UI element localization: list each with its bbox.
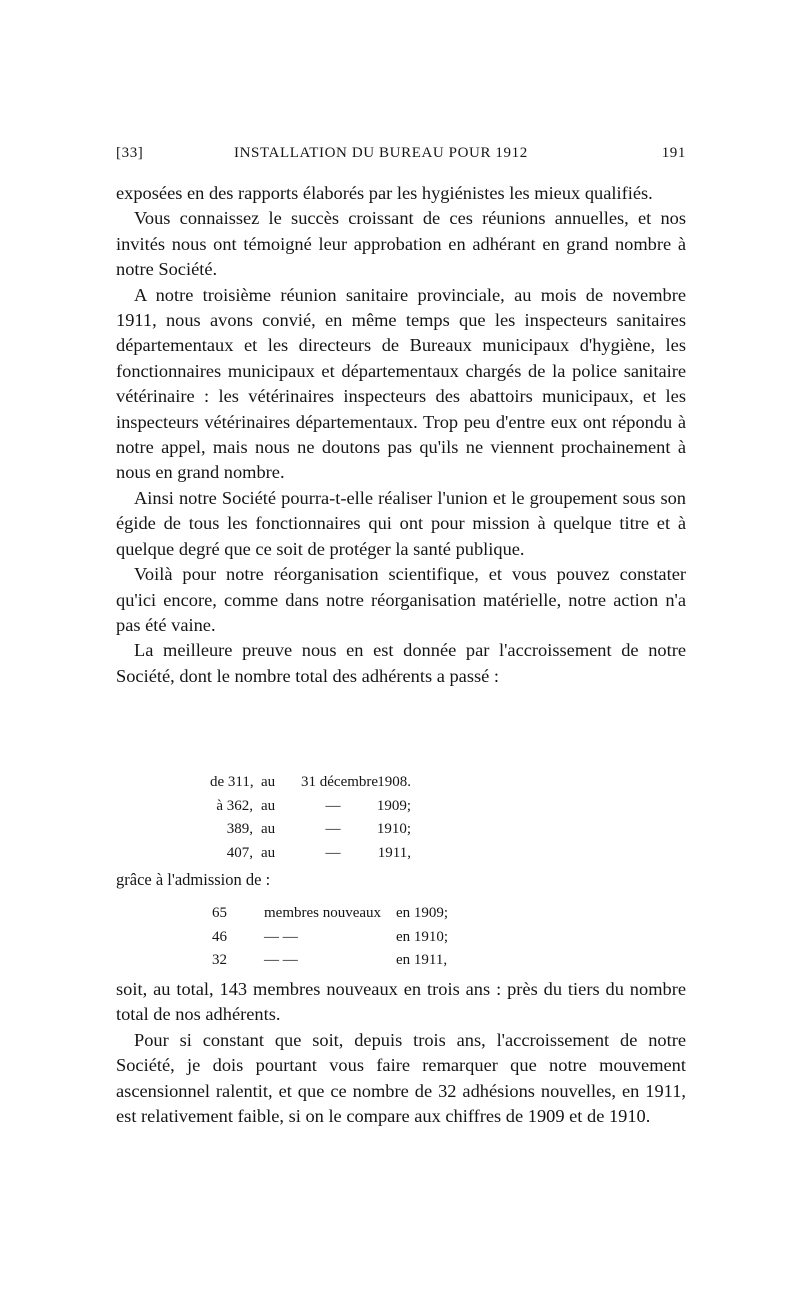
list-item: de 311, au 31 décembre 1908. [210, 774, 411, 790]
paragraph: Vous connaissez le succès croissant de ces réunions annuelles, et nos invités nous ont témoigné leur approbation en adhérant en grand nombre à notre Société. [116, 208, 686, 280]
page-reference: [33] [116, 145, 144, 161]
list-item: 389, au — 1910; [226, 821, 411, 837]
paragraph: exposées en des rapports élaborés par les hygiénistes les mieux qualifiés. [116, 183, 653, 203]
body-text-top [116, 181, 686, 689]
member-totals-list [210, 771, 411, 865]
body-text-bottom [116, 977, 686, 1129]
list-item: 32 — — en 1911, [212, 952, 448, 968]
list-item: 65 membres nouveaux en 1909; [212, 905, 449, 921]
paragraph: Pour si constant que soit, depuis trois ans, l'accroissement de notre Société, je dois pourtant vous faire remarquer que notre mouvement ascensionnel ralentit, et que ce nombre de 32 adhésions nouvelles, en 1911, est relativement faible, si on le compare aux chiffres de 1909 et de 1910. [116, 1029, 686, 1127]
paragraph: Ainsi notre Société pourra-t-elle réaliser l'union et le groupement sous son égide de tous les fonctionnaires qui ont pour mission à quelque titre et à quelque degré que ce soit de protéger la santé publique. [116, 487, 686, 559]
paragraph: A notre troisième réunion sanitaire provinciale, au mois de novembre 1911, nous avons convié, en même temps que les inspecteurs sanitaires départementaux et les directeurs de Bureaux municipaux d'hygiène, les fonctionnaires municipaux et départementaux chargés de la police sanitaire vétérinaire : les vétérinaires inspecteurs des abattoirs municipaux, et les inspecteurs vétérinaires départementaux. Trop peu d'entre eux ont répondu à notre appel, mais nous ne doutons pas qu'ils ne viennent prochainement à nous en grand nombre. [116, 284, 686, 483]
transition-text: grâce à l'admission de : [116, 870, 271, 889]
list-item: à 362, au — 1909; [216, 797, 411, 814]
paragraph: soit, au total, 143 membres nouveaux en trois ans : près du tiers du nombre total de nos adhérents. [116, 979, 686, 1025]
paragraph: Voilà pour notre réorganisation scientifique, et vous pouvez constater qu'ici encore, comme dans notre réorganisation matérielle, notre action n'a pas été vaine. [116, 564, 686, 635]
list-item: 407, au — 1911, [226, 844, 411, 861]
list-item: 46 — — en 1910; [212, 928, 449, 945]
paragraph: La meilleure preuve nous en est donnée par l'accroissement de notre Société, dont le nombre total des adhérents a passé : [116, 640, 686, 686]
page-header [116, 145, 686, 167]
new-members-list [212, 902, 472, 973]
page-number: 191 [661, 145, 686, 161]
running-title: INSTALLATION DU BUREAU POUR 1912 [234, 145, 528, 161]
